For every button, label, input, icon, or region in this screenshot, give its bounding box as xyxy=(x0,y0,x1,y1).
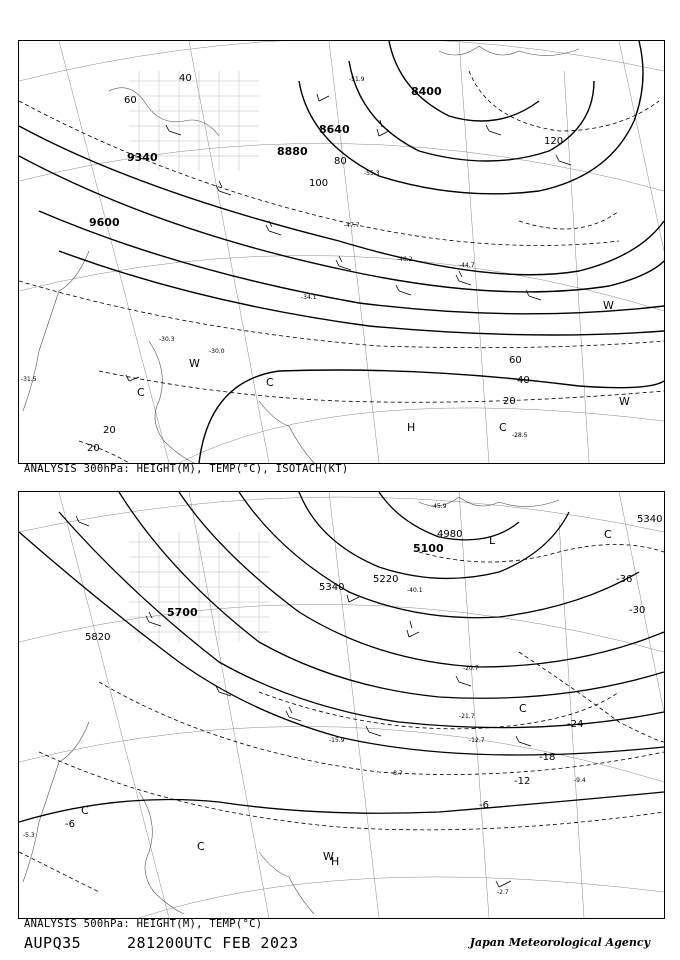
shaded-region xyxy=(129,532,269,642)
temperature-labels xyxy=(21,76,528,439)
temp-label: -28.5 xyxy=(512,432,528,439)
warm-center-mark: W xyxy=(603,299,614,312)
isotach-label: 80 xyxy=(334,156,347,167)
temp-label: -5.3 xyxy=(23,832,35,839)
temp-label: -30.0 xyxy=(209,348,225,355)
map-500hpa-svg xyxy=(19,492,664,918)
valid-time: 281200UTC FEB 2023 xyxy=(127,934,299,952)
high-center-mark: H xyxy=(407,421,416,434)
height-label: 8640 xyxy=(319,123,350,136)
isotach-label: 60 xyxy=(124,95,137,106)
cold-center-mark: C xyxy=(197,840,205,853)
temp-contour-label: -18 xyxy=(539,752,556,763)
isotach-label: 120 xyxy=(544,136,564,147)
temp-label: -8.7 xyxy=(391,770,403,777)
height-label: 5700 xyxy=(167,606,198,619)
temp-label: -2.7 xyxy=(497,889,509,896)
cold-center-mark: C xyxy=(137,386,145,399)
temp-label: -30.3 xyxy=(159,336,175,343)
height-label: 9600 xyxy=(89,216,120,229)
height-label: 4980 xyxy=(437,529,463,540)
temp-label: -21.7 xyxy=(459,713,475,720)
temp-contour-label: -6 xyxy=(65,819,75,830)
temp-label: -55.3 xyxy=(364,170,380,177)
height-contours xyxy=(19,41,664,463)
isotach-label: 40 xyxy=(517,375,530,386)
height-label: 5100 xyxy=(413,542,444,555)
isotach-label: 20 xyxy=(503,396,516,407)
temp-label: -15.9 xyxy=(329,737,345,744)
graticule-lines xyxy=(19,41,664,463)
isotach-label: 20 xyxy=(103,425,116,436)
height-label: 5820 xyxy=(85,632,111,643)
graticule-lines xyxy=(19,492,664,918)
analysis-500hpa-map xyxy=(18,491,665,919)
cold-center-mark: C xyxy=(81,804,89,817)
height-labels xyxy=(89,85,442,229)
isotach-label: 20 xyxy=(87,443,100,454)
low-center-mark: L xyxy=(489,534,496,547)
wind-barbs xyxy=(76,516,531,887)
height-label: 5340 xyxy=(319,582,345,593)
temp-label: -12.7 xyxy=(469,737,485,744)
temp-contour-label: -36 xyxy=(616,574,633,585)
isotach-label: 40 xyxy=(179,73,192,84)
temp-contour-label: -30 xyxy=(629,605,646,616)
chart-code: AUPQ35 xyxy=(24,934,82,952)
cold-center-mark: C xyxy=(266,376,274,389)
warm-center-mark: W xyxy=(189,357,200,370)
height-contours xyxy=(19,492,664,822)
temp-contour-label: -6 xyxy=(479,800,489,811)
cold-center-mark: C xyxy=(519,702,527,715)
caption-500hpa: ANALYSIS 500hPa: HEIGHT(M), TEMP(°C) xyxy=(24,918,263,930)
map-300hpa-svg xyxy=(19,41,664,463)
temp-label: -40.2 xyxy=(397,256,413,263)
isotach-label: 60 xyxy=(509,355,522,366)
cold-center-mark: C xyxy=(499,421,507,434)
temp-label: -40.1 xyxy=(407,587,423,594)
height-label: 8880 xyxy=(277,145,308,158)
temp-contour-labels xyxy=(65,574,645,830)
pressure-centers xyxy=(81,528,612,868)
temp-label: -51.9 xyxy=(349,76,365,83)
cold-center-mark: C xyxy=(604,528,612,541)
height-label: 5340 xyxy=(637,514,663,525)
temp-label: -34.1 xyxy=(301,294,317,301)
analysis-300hpa-map xyxy=(18,40,665,464)
temp-label: -20.7 xyxy=(463,665,479,672)
caption-300hpa: ANALYSIS 300hPa: HEIGHT(M), TEMP(°C), ISOTACH(KT) xyxy=(24,463,349,475)
temp-contour-label: -12 xyxy=(514,776,531,787)
temp-label: -9.4 xyxy=(574,777,586,784)
warm-center-mark: W xyxy=(619,395,630,408)
pressure-centers xyxy=(137,299,630,434)
wind-barbs xyxy=(126,94,571,381)
temp-label: -44.7 xyxy=(459,262,475,269)
warm-center-mark: W xyxy=(323,850,334,863)
temp-contour-label: -24 xyxy=(567,719,584,730)
height-label: 5220 xyxy=(373,574,399,585)
high-center-mark: H xyxy=(331,855,340,868)
isotach-label: 100 xyxy=(309,178,329,189)
temp-label: -31.5 xyxy=(21,376,37,383)
temp-label: -47.7 xyxy=(344,222,360,229)
height-label: 9340 xyxy=(127,151,158,164)
height-label: 8400 xyxy=(411,85,442,98)
coastlines xyxy=(23,46,579,463)
temp-label: -45.9 xyxy=(431,503,447,510)
agency-name: Japan Meteorological Agency xyxy=(469,936,650,949)
